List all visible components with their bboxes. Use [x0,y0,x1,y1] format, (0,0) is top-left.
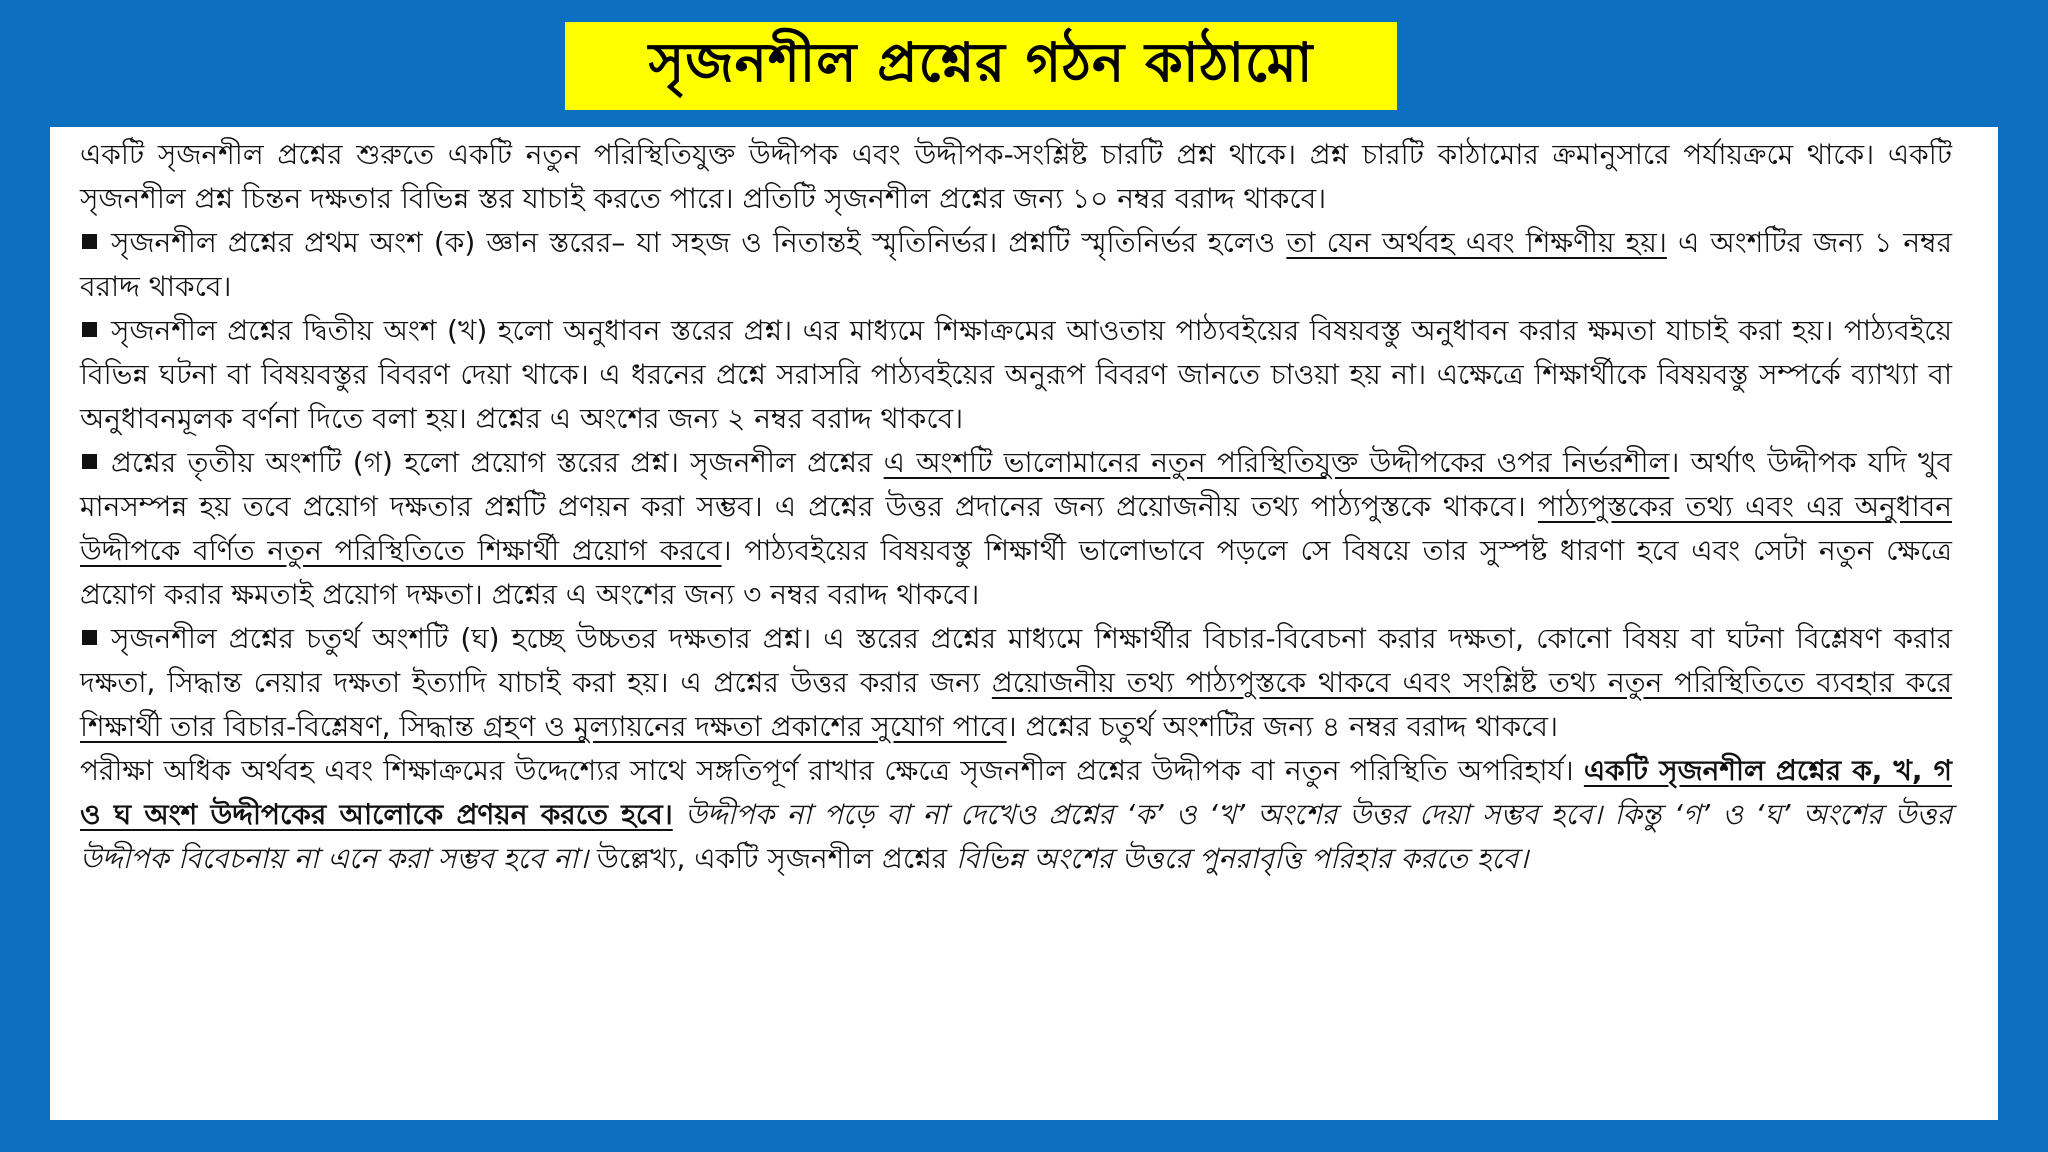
closing-text-2: উল্লেখ্য, একটি সৃজনশীল প্রশ্নের [588,842,957,875]
closing-italic-1: উদ্দীপক না পড়ে বা না দেখেও প্রশ্নের ‘ক’ ও ‘খ’ অংশের উত্তর দেয়া সম্ভব হবে। কিন্তু ‘গ’ ও ‘ঘ’ অংশের উত্তর উদ্দীপক বিবেচনায় না এনে করা সম্ভব হবে না। [80,798,1952,875]
square-bullet-icon [82,630,97,645]
part-ga-text-3: । পাঠ্যবইয়ের বিষয়বস্তু শিক্ষার্থী ভালোভাবে পড়লে সে বিষয়ে তার সুস্পষ্ট ধারণা হবে এবং সেটা নতুন ক্ষেত্রে প্রয়োগ করার ক্ষমতাই প্রয়োগ দক্ষতা। প্রশ্নের এ অংশের জন্য ৩ নম্বর বরাদ্দ থাকবে। [80,534,1953,611]
square-bullet-icon [82,322,97,337]
part-kha-text: সৃজনশীল প্রশ্নের দ্বিতীয় অংশ (খ) হলো অনুধাবন স্তরের প্রশ্ন। এর মাধ্যমে শিক্ষাক্রমের আওতায় পাঠ্যবইয়ের বিষয়বস্তু অনুধাবন করার ক্ষমতা যাচাই করা হয়। পাঠ্যবইয়ে বিভিন্ন ঘটনা বা বিষয়বস্তুর বিবরণ দেয়া থাকে। এ ধরনের প্রশ্নে সরাসরি পাঠ্যবইয়ের অনুরূপ বিবরণ জানতে চাওয়া হয় না। এক্ষেত্রে শিক্ষার্থীকে বিষয়বস্তু সম্পর্কে ব্যাখ্যা বা অনুধাবনমূলক বর্ণনা দিতে বলা হয়। প্রশ্নের এ অংশের জন্য ২ নম্বর বরাদ্দ থাকবে। [80,314,1952,435]
part-ka-underline: তা যেন অর্থবহ এবং শিক্ষণীয় হয়। [1286,226,1667,259]
title-banner [565,22,1397,110]
part-ga-underline-2: পাঠ্যপুস্তকের তথ্য এবং এর অনুধাবন উদ্দীপকে বর্ণিত নতুন পরিস্থিতিতে শিক্ষার্থী প্রয়োগ করবে [80,490,1952,567]
part-kha-paragraph [80,309,1952,441]
part-ka-paragraph [80,221,1952,309]
content-panel [50,127,1998,1120]
part-gha-underline: প্রয়োজনীয় তথ্য পাঠ্যপুস্তকে থাকবে এবং সংশ্লিষ্ট তথ্য নতুন পরিস্থিতিতে ব্যবহার করে শিক্ষার্থী তার বিচার-বিশ্লেষণ, সিদ্ধান্ত গ্রহণ ও মুল্যায়নের দক্ষতা প্রকাশের সুযোগ পাবে [80,666,1953,743]
closing-italic-2: বিভিন্ন অংশের উত্তরে পুনরাবৃত্তি পরিহার করতে হবে। [956,842,1529,875]
part-ga-text-1: প্রশ্নের তৃতীয় অংশটি (গ) হলো প্রয়োগ স্তরের প্রশ্ন। সৃজনশীল প্রশ্নের [111,446,884,479]
part-gha-paragraph [80,617,1952,749]
part-ga-underline-1: এ অংশটি ভালোমানের নতুন পরিস্থিতিযুক্ত উদ্দীপকের ওপর নির্ভরশীল [883,446,1670,479]
intro-text: একটি সৃজনশীল প্রশ্নের শুরুতে একটি নতুন পরিস্থিতিযুক্ত উদ্দীপক এবং উদ্দীপক-সংশ্লিষ্ট চারটি প্রশ্ন থাকে। প্রশ্ন চারটি কাঠামোর ক্রমানুসারে পর্যায়ক্রমে থাকে। একটি সৃজনশীল প্রশ্ন চিন্তন দক্ষতার বিভিন্ন স্তর যাচাই করতে পারে। প্রতিটি সৃজনশীল প্রশ্নের জন্য ১০ নম্বর বরাদ্দ থাকবে। [80,138,1952,215]
closing-paragraph [80,749,1952,881]
part-ga-text-2: । অর্থাৎ উদ্দীপক যদি খুব মানসম্পন্ন হয় তবে প্রয়োগ দক্ষতার প্রশ্নটি প্রণয়ন করা সম্ভব। এ প্রশ্নের উত্তর প্রদানের জন্য প্রয়োজনীয় তথ্য পাঠ্যপুস্তকে থাকবে। [80,446,1952,523]
page-title: সৃজনশীল প্রশ্নের গঠন কাঠামো [648,31,1314,94]
square-bullet-icon [82,454,97,469]
part-ka-text-2: এ অংশটির জন্য ১ নম্বর বরাদ্দ থাকবে। [80,226,1952,303]
closing-text-1: পরীক্ষা অধিক অর্থবহ এবং শিক্ষাক্রমের উদ্দেশ্যের সাথে সঙ্গতিপূর্ণ রাখার ক্ষেত্রে সৃজনশীল প্রশ্নের উদ্দীপক বা নতুন পরিস্থিতি অপরিহার্য। [80,754,1584,787]
part-gha-text-2: । প্রশ্নের চতুর্থ অংশটির জন্য ৪ নম্বর বরাদ্দ থাকবে। [1006,710,1558,743]
part-gha-text-1: সৃজনশীল প্রশ্নের চতুর্থ অংশটি (ঘ) হচ্ছে উচ্চতর দক্ষতার প্রশ্ন। এ স্তরের প্রশ্নের মাধ্যমে শিক্ষার্থীর বিচার-বিবেচনা করার দক্ষতা, কোনো বিষয় বা ঘটনা বিশ্লেষণ করার দক্ষতা, সিদ্ধান্ত নেয়ার দক্ষতা ইত্যাদি যাচাই করা হয়। এ প্রশ্নের উত্তর করার জন্য [80,622,1952,699]
part-ga-paragraph [80,441,1952,617]
closing-bold-underline: একটি সৃজনশীল প্রশ্নের ক, খ, গ ও ঘ অংশ উদ্দীপকের আলোকে প্রণয়ন করতে হবে। [80,754,1953,831]
part-ka-text-1: সৃজনশীল প্রশ্নের প্রথম অংশ (ক) জ্ঞান স্তরের– যা সহজ ও নিতান্তই স্মৃতিনির্ভর। প্রশ্নটি স্মৃতিনির্ভর হলেও [111,226,1287,259]
square-bullet-icon [82,234,97,249]
intro-paragraph [80,133,1952,221]
